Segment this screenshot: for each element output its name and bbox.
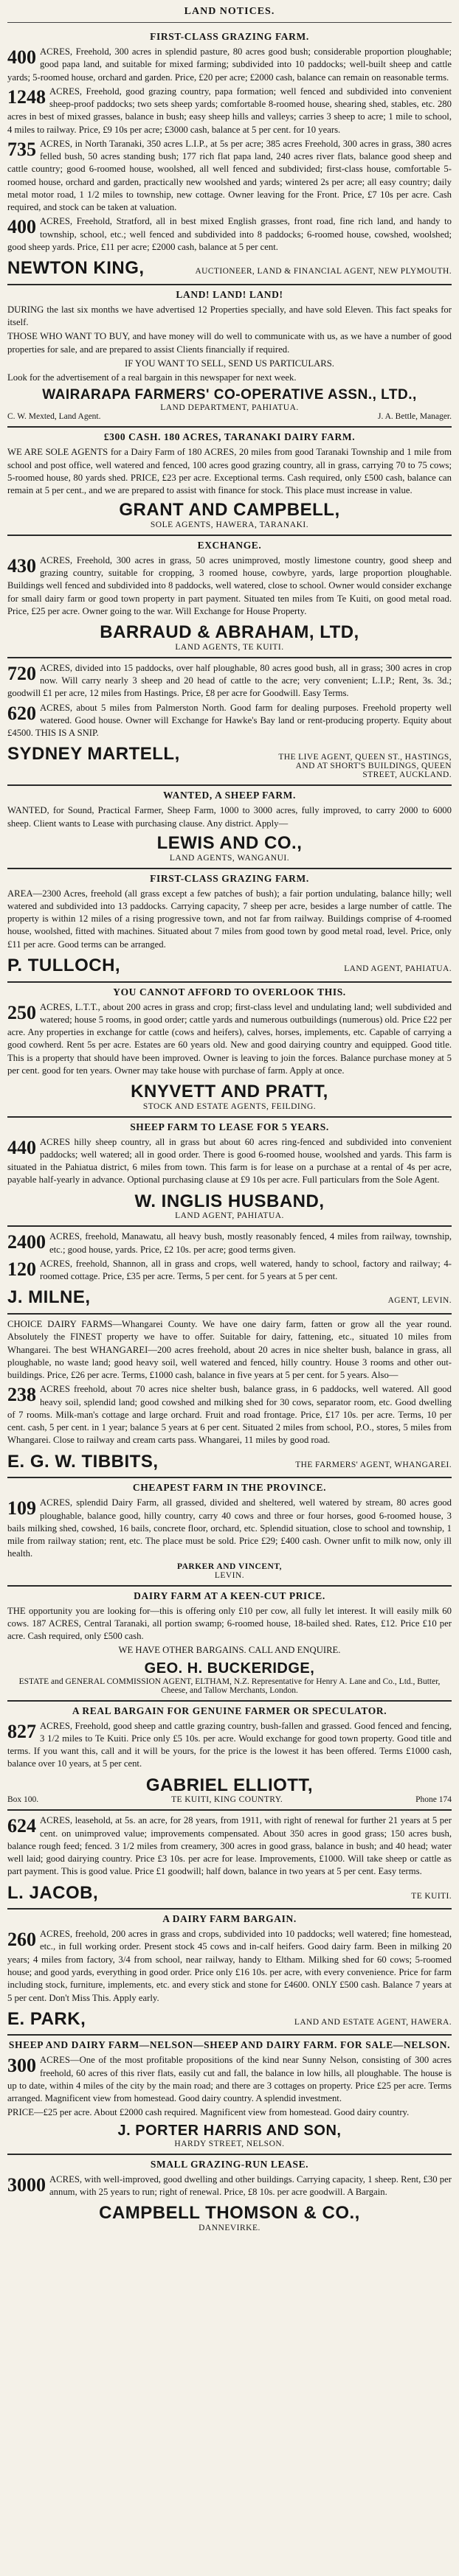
acreage: 109 bbox=[7, 1497, 36, 1520]
listing-text: ACRES—One of the most profitable propositions of the kind near Sunny Nelson, consisting of 300 acres freehold, 60 acres of this river flats, easily cut and fall, the balance in low hills, all ploughable. The house is up to date, within 4 miles of the city by the main road; and there are 3 cottages on property. Price £25 per acre. Terms arranged. Magnificent view from homestead. Good dairy country. A splendid investment. bbox=[7, 2055, 452, 2104]
agent-address: DANNEVIRKE. bbox=[199, 2223, 260, 2232]
listing-text: ACRES, Freehold, good sheep and cattle grazing country, bush-fallen and grassed. Good fenced and fencing, 3 1/2 miles to Te Kuiti. Price only £5 10s. per acre. Would exchange for good town property. Good title and terms. If you want this, call and it will be yours, for the price is the lowest it has been offered. Terms £1000 cash, balance over 10 years, at 5 per cent. bbox=[7, 1720, 452, 1769]
ad-paragraph: THE opportunity you are looking for—this is offering only £10 per cow, all fully let interest. It will easily milk 60 cows. 187 ACRES, Central Taranaki, all portion swamp; 6-roomed house, 18-bailed shed. Rates, £12. Price £10 per acre. Cash required, only £500 cash. bbox=[7, 1605, 452, 1642]
agent-address: LAND AGENTS, TE KUITI. bbox=[175, 642, 284, 652]
agent-name: J. PORTER HARRIS AND SON, bbox=[117, 2122, 342, 2139]
ad-heading: FIRST-CLASS GRAZING FARM. bbox=[150, 872, 309, 884]
agent-address: ESTATE and GENERAL COMMISSION AGENT, ELTHAM, N.Z. Representative for Henry A. Lane and Co., Ltd., Butter, Cheese, and Tallow Merchants, London. bbox=[18, 1677, 441, 1695]
agent-address: TE KUITI. bbox=[411, 1891, 452, 1901]
agent-name: NEWTON KING, bbox=[7, 258, 145, 279]
agent-contact-row bbox=[7, 1795, 452, 1804]
agent-name: E. PARK, bbox=[7, 2008, 86, 2029]
ad-real-bargain bbox=[7, 1702, 452, 1811]
listing bbox=[7, 1383, 452, 1447]
agent-name: GRANT AND CAMPBELL, bbox=[119, 500, 340, 521]
listing-text: ACRES hilly sheep country, all in grass but about 60 acres ring-fenced and subdivided into convenient paddocks; well watered; all in good order. There is good 6-roomed house, woolshed and yards. This farm is situated in the Pahiatua district, 6 miles from town. This farm is for lease on a purchase at a rental of 4s per acre, payable half-yearly in advance. Optional purchasing clause at £9 10s per acre. Full particulars from the Sole Agent. bbox=[7, 1136, 452, 1186]
agent-address: LAND AND ESTATE AGENT, HAWERA. bbox=[294, 2017, 452, 2027]
agent-address: LAND AGENT, PAHIATUA. bbox=[344, 964, 452, 973]
agent-address: HARDY STREET, NELSON. bbox=[174, 2139, 285, 2148]
listing-text: ACRES, freehold, 200 acres in grass and crops, subdivided into 10 paddocks; well watered; fine homestead, etc., in full working order. Present stock 45 cows and in-calf heifers. Good dairy farm. Been in milking 20 years; 4 miles from factory, 3/4 from school, near railway, handy to Eltham. Milking shed for 60 cows; 5-roomed house; and good yards, everything in good order. Price only £16 10s. per acre, with every convenience. Price for farm including stock, furniture, implements, etc. and every stick and stone for £4600. ONLY £500 cash. Balance 7 years at 5 per cent. Don't Miss This. Apply early. bbox=[7, 1929, 452, 2003]
agent-name: WAIRARAPA FARMERS' CO-OPERATIVE ASSN., LTD., bbox=[42, 387, 417, 403]
ad-paragraph: CHOICE DAIRY FARMS—Whangarei County. We have one dairy farm, fatten or grow all the year round. Absolutely the FINEST property we have to offer. Suitable for dairy, fattening, etc., situated 10 miles from Whangarei. The best WHANGAREI—200 acres freehold, about 20 acres in nice shelter bush, balance in grass, all ploughable, no waste land; good heavy soil, well watered and fenced, hilly country. House 3 rooms and other out-buildings. Price, £26 per acre. Terms, £1000 cash, balance in five years at 5 per cent. for 5 years. Also— bbox=[7, 1319, 452, 1381]
agent-address: LAND AGENT, PAHIATUA. bbox=[175, 1211, 284, 1221]
listing bbox=[7, 1814, 452, 1878]
ad-heading: A REAL BARGAIN FOR GENUINE FARMER OR SPECULATOR. bbox=[72, 1705, 387, 1716]
listing-text: ACRES, splendid Dairy Farm, all grassed, divided and sheltered, well watered by stream, 80 acres good ploughable, balance good, hilly country, carry 40 cows and three or four horses, good 6-roomed house, 3 bails milking shed, cowshed, 16 bails, concrete floor, orchard, etc. Splendid situation, close to school and township, 1 mile from railway station; rent, etc. The place must be sold. Price £29; £400 cash. Owner unfit to milk now, only ill health. bbox=[7, 1497, 452, 1559]
ad-milne bbox=[7, 1227, 452, 1315]
ad-paragraph: WE ARE SOLE AGENTS for a Dairy Farm of 180 ACRES, 20 miles from good Taranaki Township and 1 mile from school and post office, well watered and fenced, 100 acres good grazing country, all in grass, carrying 70 to 75 cows; 5-roomed house, 80 yards shed. PRICE, £23 per acre. Exceptional terms. Cash required, only £500 cash, balance can remain at 5 per cent., and we are prepared to assist with finance for stock. This place must increase in value. bbox=[7, 447, 452, 496]
phone-number: Phone 174 bbox=[415, 1795, 452, 1805]
acreage: 1248 bbox=[7, 86, 46, 108]
ad-grazing-farm-newton-king bbox=[7, 27, 452, 285]
ad-knyvett-pratt bbox=[7, 983, 452, 1118]
agent-name: GABRIEL ELLIOTT, bbox=[145, 1775, 314, 1795]
ad-taranaki-dairy-farm bbox=[7, 428, 452, 536]
ad-sheep-farm-lease bbox=[7, 1118, 452, 1228]
acreage: 400 bbox=[7, 216, 36, 238]
ad-heading: WANTED, A SHEEP FARM. bbox=[163, 790, 296, 801]
agent-address: TE KUITI, KING COUNTRY. bbox=[171, 1795, 283, 1805]
agent-address: SOLE AGENTS, HAWERA, TARANAKI. bbox=[150, 520, 309, 529]
ad-grazing-farm-tulloch bbox=[7, 869, 452, 983]
acreage: 624 bbox=[7, 1815, 36, 1837]
ad-exchange-barraud bbox=[7, 536, 452, 658]
ad-paragraph: AREA—2300 Acres, freehold (all grass except a few patches of bush); a fair portion undulating, balance hilly; well watered and subdivided into 13 paddocks. Carrying capacity, 7 sheep per acre, besides a large number of cattle. The property is within 12 miles of a rising progressive town, and not far from railway. Buildings comprise of 4-roomed house, woolshed, fitted with machines. Situated about 7 miles from good town by good metal road, level. Price, only £11 per acre. Good terms can be arranged. bbox=[7, 888, 452, 950]
agent-name: BARRAUD & ABRAHAM, LTD, bbox=[100, 622, 359, 643]
ad-heading: SMALL GRAZING-RUN LEASE. bbox=[150, 2158, 309, 2170]
agent-address: AGENT, LEVIN. bbox=[387, 1296, 452, 1306]
listing-text: ACRES, freehold, Manawatu, all heavy bush, mostly reasonably fenced, 4 miles from railway, township, etc.; good house, yards. Price, £2 10s. per acre; good terms given. bbox=[49, 1231, 452, 1255]
listing-text: ACRES, L.T.T., about 200 acres in grass and crop; first-class level and undulating land; well subdivided and watered; house 5 rooms, in good order; cattle yards and numerous outbuildings (numerous) old. Price £22 per acre. Any properties in exchange for cattle (cows and heifers), calves, horses, implements, etc. Capable of carrying a good cowherd. Rent 5s per acre. Estates are 60 years old. New and good dairying country and equipped. Good title. This is a property that should have been improved. Owner is leaving to join the forces. Balance purchase money at 5 per cent. good for ten years. Owner may take house with purchase of farm. Apply at once. bbox=[7, 1001, 452, 1076]
listing bbox=[7, 215, 452, 254]
listing bbox=[7, 2173, 452, 2199]
ad-heading: LAND! LAND! LAND! bbox=[176, 288, 283, 300]
listing bbox=[7, 662, 452, 700]
listing bbox=[7, 46, 452, 84]
agent-name: J. MILNE, bbox=[7, 1287, 91, 1308]
agent-address: THE LIVE AGENT, QUEEN ST., HASTINGS, AND AT SHORT'S BUILDINGS, QUEEN STREET, AUCKLAND. bbox=[278, 753, 452, 780]
listing bbox=[7, 1001, 452, 1078]
listing-text: ACRES freehold, about 70 acres nice shelter bush, balance grass, in 6 paddocks, well watered. All good heavy soil, splendid land; good cowshed and milking shed for 30 cows, separator room, etc. Good dwelling of 7 rooms. Milk-man's cottage and large orchard. Fruit and road frontage. Price, £17 10s. per acre. Terms, 10 per cent. cash, 5 per cent. in 1 year; balance 5 years at 6 per cent. Situated 2 miles from school, P.O., stores, 5 miles from Whangarei. Close to railway and cream carts pass. Whangarei, 11 miles by good road. bbox=[7, 1384, 452, 1446]
listing-text: ACRES, Freehold, 300 acres in grass, 50 acres unimproved, mostly limestone country, good sheep and grazing country, suitable for cropping, 3 roomed house, cowbyre, yards, large proportion ploughable. Buildings well fenced and subdivided into 8 paddocks, well watered, close to school. Owner would consider exchange for small dairy farm or good town property in part payment. Situated ten miles from Te Kuiti, on good metal road. Price, £25 per acre. Owner going to the war. Will Exchange for House Property. bbox=[7, 554, 452, 616]
agent-name: E. G. W. TIBBITS, bbox=[7, 1451, 159, 1472]
agent-block bbox=[7, 2006, 452, 2030]
listing bbox=[7, 1720, 452, 1771]
listing bbox=[7, 1258, 452, 1284]
acreage: 250 bbox=[7, 1001, 36, 1023]
acreage: 720 bbox=[7, 662, 36, 684]
listing-text: ACRES, Freehold, 300 acres in splendid pasture, 80 acres good bush; considerable proportion ploughable; good papa land, and suitable for mixed farming; subdivided into 10 paddocks; well-built sheep and cattle yards; 5-roomed house, orchard and garden. Price, £20 per acre; £2000 cash, balance can remain on reasonable terms. bbox=[7, 46, 452, 83]
listing bbox=[7, 138, 452, 215]
ad-heading: YOU CANNOT AFFORD TO OVERLOOK THIS. bbox=[113, 986, 346, 998]
ad-heading: FIRST-CLASS GRAZING FARM. bbox=[150, 31, 309, 42]
ad-heading: A DAIRY FARM BARGAIN. bbox=[162, 1913, 297, 1925]
acreage: 735 bbox=[7, 138, 36, 160]
acreage: 3000 bbox=[7, 2173, 46, 2196]
ad-grazing-run-lease bbox=[7, 2155, 452, 2238]
ad-dairy-keen-cut bbox=[7, 1587, 452, 1702]
listing-text: ACRES, in North Taranaki, 350 acres L.I.P., at 5s per acre; 385 acres Freehold, 300 acres in grass, 380 acres felled bush, 50 acres standing bush; 177 rich flat papa land, 240 acres river flats, balance good sheep and cattle country; good 6-roomed house, woolshed, all well fenced and subdivided; first-class house, comfortable 5-roomed house, orchard and garden, practically new woolshed and yards; wintered 2s per acre; all easy country; daily metal motor road, 1 1/2 miles to township, new cottage. Owner leaving for the Front. Price, £7 10s per acre. Cash required, and stock can be taken at valuation. bbox=[7, 138, 452, 213]
agent-address: LAND AGENTS, WANGANUI. bbox=[169, 853, 290, 863]
listing bbox=[7, 1928, 452, 2005]
ad-paragraph: IF YOU WANT TO SELL, SEND US PARTICULARS. bbox=[125, 358, 334, 369]
agent-name: SYDNEY MARTELL, bbox=[7, 744, 180, 765]
acreage: 620 bbox=[7, 702, 36, 724]
agent-block bbox=[7, 1449, 452, 1472]
agent-address: THE FARMERS' AGENT, WHANGAREI. bbox=[295, 1460, 452, 1469]
acreage: 2400 bbox=[7, 1231, 46, 1253]
agent-address: AUCTIONEER, LAND & FINANCIAL AGENT, NEW PLYMOUTH. bbox=[195, 267, 452, 276]
ad-wanted-sheep-farm bbox=[7, 786, 452, 868]
section-masthead: LAND NOTICES. bbox=[7, 6, 452, 23]
agent-name: LEWIS AND CO., bbox=[156, 832, 303, 853]
agent-block bbox=[7, 741, 452, 779]
ad-paragraph: WANTED, for Sound, Practical Farmer, Sheep Farm, 1000 to 3000 acres, fully improved, to carry 2000 to 6000 sheep. Client wants to Lease with purchasing clause. Any district. Apply— bbox=[7, 805, 452, 829]
listing-text: ACRES, Freehold, good grazing country, papa formation; well fenced and subdivided into convenient sheep-proof paddocks; two sets sheep yards; comfortable 8-roomed house, shearing shed, stables, etc. 280 acres in best of mixed grasses, balance in bush; easy sheep hills and valleys; carries 3 sheep to acre; 1 mile to school, 4 miles to railway. Price, £9 10s per acre; £3000 cash, balance at 5 per cent. for 10 years. bbox=[7, 86, 452, 135]
acreage: 300 bbox=[7, 2055, 36, 2077]
ad-wairarapa-farmers bbox=[7, 285, 452, 428]
ad-jacob-leasehold bbox=[7, 1811, 452, 1910]
agent-name: GEO. H. BUCKERIDGE, bbox=[144, 1660, 315, 1677]
listing bbox=[7, 2054, 452, 2105]
agent-signatories bbox=[7, 412, 452, 421]
listing bbox=[7, 1497, 452, 1560]
ad-sydney-martell bbox=[7, 658, 452, 787]
ad-paragraph: Look for the advertisement of a real bargain in this newspaper for next week. bbox=[7, 372, 297, 383]
acreage: 120 bbox=[7, 1258, 36, 1280]
agent-block bbox=[7, 255, 452, 279]
box-number: Box 100. bbox=[7, 1795, 39, 1805]
acreage: 430 bbox=[7, 554, 36, 577]
listing bbox=[7, 702, 452, 740]
signatory-left: C. W. Mexted, Land Agent. bbox=[7, 412, 101, 422]
listing bbox=[7, 1230, 452, 1256]
listing-text: ACRES, divided into 15 paddocks, over half ploughable, 80 acres good bush, all in grass; 300 acres in crop now. Will carry nearly 3 sheep and 20 head of cattle to the acre; very convenient; L.I.P.; Rent, 3s. 3d.; goodwill £1 per acre, 12 miles from Hastings. Price, £8 per acre for Goodwill. Easy Terms. bbox=[7, 662, 452, 699]
agent-name: CAMPBELL THOMSON & CO., bbox=[99, 2203, 360, 2224]
agent-block bbox=[7, 1880, 452, 1904]
listing-text: ACRES, about 5 miles from Palmerston North. Good farm for dealing purposes. Freehold property well watered. Good house. Owner will Exchange for Hawke's Bay land or rent-producing property. Equity about £4500. THIS IS A SNIP. bbox=[7, 702, 452, 739]
acreage: 440 bbox=[7, 1136, 36, 1158]
listing-text: ACRES, Freehold, Stratford, all in best mixed English grasses, front road, fine rich land, and handy to township, school, etc.; well fenced and subdivided into 8 paddocks; 6-roomed house, cowshed, woolshed; good sheep yards. Price, £11 per acre; £2000 cash, balance at 5 per cent. bbox=[7, 216, 452, 252]
listing bbox=[7, 86, 452, 136]
ad-heading: £300 CASH. 180 ACRES, TARANAKI DAIRY FARM. bbox=[103, 431, 356, 443]
agent-block bbox=[7, 1284, 452, 1308]
acreage: 238 bbox=[7, 1384, 36, 1406]
acreage: 827 bbox=[7, 1720, 36, 1742]
agent-block bbox=[7, 953, 452, 976]
listing-text: ACRES, with well-improved, good dwelling and other buildings. Carrying capacity, 1 sheep. Rent, £30 per annum, with 25 years to run; right of renewal. Price, £8 10s. per acre goodwill. A Bargain. bbox=[49, 2173, 452, 2197]
ad-heading: SHEEP FARM TO LEASE FOR 5 YEARS. bbox=[130, 1121, 329, 1132]
ad-nelson-farm bbox=[7, 2036, 452, 2154]
ad-cheapest-farm bbox=[7, 1478, 452, 1586]
ad-paragraph: THOSE WHO WANT TO BUY, and have money will do well to communicate with us, as we have a number of good properties for sale, and are prepared to assist Clients financially if required. bbox=[7, 331, 452, 355]
listing bbox=[7, 554, 452, 618]
agent-name: P. TULLOCH, bbox=[7, 955, 121, 975]
listing-text: ACRES, leasehold, at 5s. an acre, for 28 years, from 1911, with right of renewal for further 21 years at 5 per cent. on unimproved value; improvements compensated. About 350 acres in good grass; 150 acres bush, balance rough feed; fenced. 3 1/2 miles from creamery, 300 acres in good grass, balance in bush; and 40 head; water well laid; good dairying country. Price £3 10s. per acre for lease. Improvements, £1000. Will take sheep or cattle as part payment. This is good value. Price £1 goodwill; half down, balance in two years at 5 per cent. Easy terms. bbox=[7, 1815, 452, 1877]
acreage: 260 bbox=[7, 1929, 36, 1951]
ad-heading: DAIRY FARM AT A KEEN-CUT PRICE. bbox=[134, 1590, 325, 1601]
agent-name: L. JACOB, bbox=[7, 1882, 99, 1903]
agent-department: LAND DEPARTMENT, PAHIATUA. bbox=[160, 403, 299, 413]
ad-whangarei-dairy-farms bbox=[7, 1315, 452, 1478]
agent-name: PARKER AND VINCENT, bbox=[176, 1562, 283, 1571]
listing-text: ACRES, freehold, Shannon, all in grass and crops, well watered, handy to school, factory and railway; 4-roomed cottage. Price, £35 per acre. Terms, 5 per cent. for 5 years at 5 per cent. bbox=[40, 1258, 452, 1282]
agent-address: LEVIN. bbox=[214, 1570, 245, 1580]
ad-paragraph: PRICE—£25 per acre. About £2000 cash required. Magnificent view from homestead. Good dairy country. bbox=[7, 2107, 410, 2118]
listing bbox=[7, 1136, 452, 1187]
agent-address: STOCK AND ESTATE AGENTS, FEILDING. bbox=[142, 1101, 317, 1111]
ad-heading: SHEEP AND DAIRY FARM—NELSON—SHEEP AND DAIRY FARM. FOR SALE—NELSON. bbox=[8, 2039, 451, 2051]
ad-heading: CHEAPEST FARM IN THE PROVINCE. bbox=[132, 1482, 327, 1494]
ad-paragraph: WE HAVE OTHER BARGAINS. CALL AND ENQUIRE. bbox=[118, 1645, 341, 1656]
agent-name: KNYVETT AND PRATT, bbox=[131, 1082, 328, 1102]
ad-dairy-farm-bargain bbox=[7, 1910, 452, 2036]
signatory-right: J. A. Bettle, Manager. bbox=[378, 412, 452, 422]
ad-paragraph: DURING the last six months we have advertised 12 Properties specially, and have sold Eleven. This fact speaks for itself. bbox=[7, 304, 452, 328]
acreage: 400 bbox=[7, 46, 36, 68]
agent-name: W. INGLIS HUSBAND, bbox=[134, 1191, 325, 1211]
ad-heading: EXCHANGE. bbox=[197, 539, 262, 551]
